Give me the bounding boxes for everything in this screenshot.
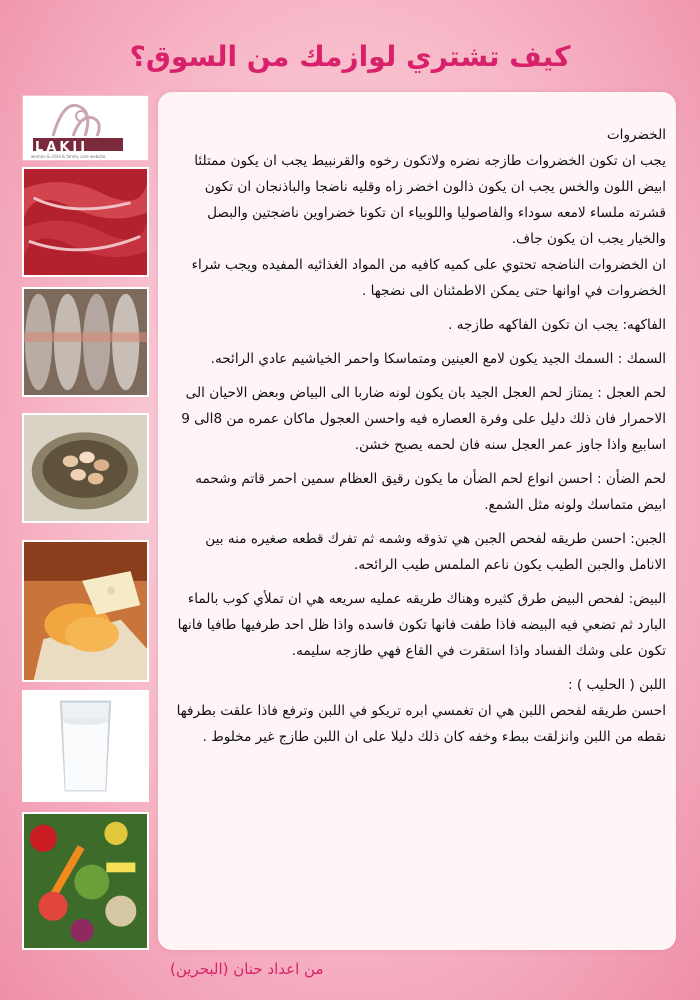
milk-heading: اللبن ( الحليب ) : xyxy=(568,677,666,693)
meat-photo xyxy=(22,167,149,277)
cheese-paragraph: الجبن: احسن طريقه لفحص الجبن هي تذوقه وشمه ثم تفرك قطعه صغيره منه بين الانامل والجبن الطيب يكون ناعم الملمس طيب الرائحه. xyxy=(205,531,666,573)
article-body xyxy=(170,122,666,758)
page-title: كيف تشتري لوازمك من السوق؟ xyxy=(129,40,571,73)
fish-photo xyxy=(22,287,149,397)
vegetables-paragraph: يجب ان تكون الخضروات طازجه نضره ولاتكون رخوه والقرنبيط يجب ان يكون ممتلئا ابيض اللون والخس يجب ان يكون ذالون اخضر زاه وقليه ناضجا والباذنجان ان تكون قشرته ملساء لامعه سوداء والفاصوليا واللوبياء ان تكونا خضراوين ناضجتين والبصل والخيار يجب ان يكون جاف. xyxy=(194,153,666,247)
milk-photo xyxy=(22,690,149,802)
veal-paragraph: لحم العجل : يمتاز لحم العجل الجيد بان يكون لونه ضاربا الى البياض وبعض الاحيان الى الاحمرار فان ذلك دليل على وفرة العصاره فيه واحسن العجول ماكان عمره من 8الى 9 اسابيع واذا جاوز عمر العجل سنه فان لحمه يصبح خشن. xyxy=(181,385,666,453)
eggs-paragraph: البيض: لفحص البيض طرق كثيره وهناك طريقه عمليه سريعه هي ان تملأي كوب بالماء البارد ثم تضعي فيه البيضه فاذا طفت فانها تكون فاسده واذا ظل احد طرفيها طافيا فانها تكون على وشك الفساد واذا استقرت في القاع فهي طازجه سليمه. xyxy=(177,591,666,659)
fruit-paragraph: الفاكهه: يجب ان تكون الفاكهه طازجه . xyxy=(448,317,666,333)
cheese-photo xyxy=(22,540,149,682)
logo-brand: LAKII xyxy=(35,140,89,155)
site-logo xyxy=(22,95,149,161)
lamb-paragraph: لحم الضأن : احسن انواع لحم الضأن ما يكون رقيق العظام سمين احمر قاتم وشحمه ابيض متماسك ولونه مثل الشمع. xyxy=(195,471,666,513)
vegetables-note: ان الخضروات الناضجه تحتوي على كميه كافيه من المواد الغذائيه المفيده ويجب شراء الخضروات في اوانها حتى يمكن الاطمئنان الى نضجها . xyxy=(191,257,666,299)
vegetables-heading: الخضروات xyxy=(606,127,666,143)
vegetables-photo xyxy=(22,812,149,950)
fish-paragraph: السمك : السمك الجيد يكون لامع العينين ومتماسكا واحمر الخياشيم عادي الرائحه. xyxy=(210,351,666,367)
eggs-photo xyxy=(22,413,149,523)
logo-tagline: woman & child & family care website xyxy=(31,154,106,159)
author-credit: من اعداد حنان (البحرين) xyxy=(170,960,324,978)
milk-paragraph: احسن طريقه لفحص اللبن هي ان تغمسي ابره تريكو في اللبن وترفع فاذا علقت بطرفها نقطه من اللبن وانزلقت ببطء وخفه كان ذلك دليلا على ان اللبن طازج غير مخلوط . xyxy=(176,703,666,745)
